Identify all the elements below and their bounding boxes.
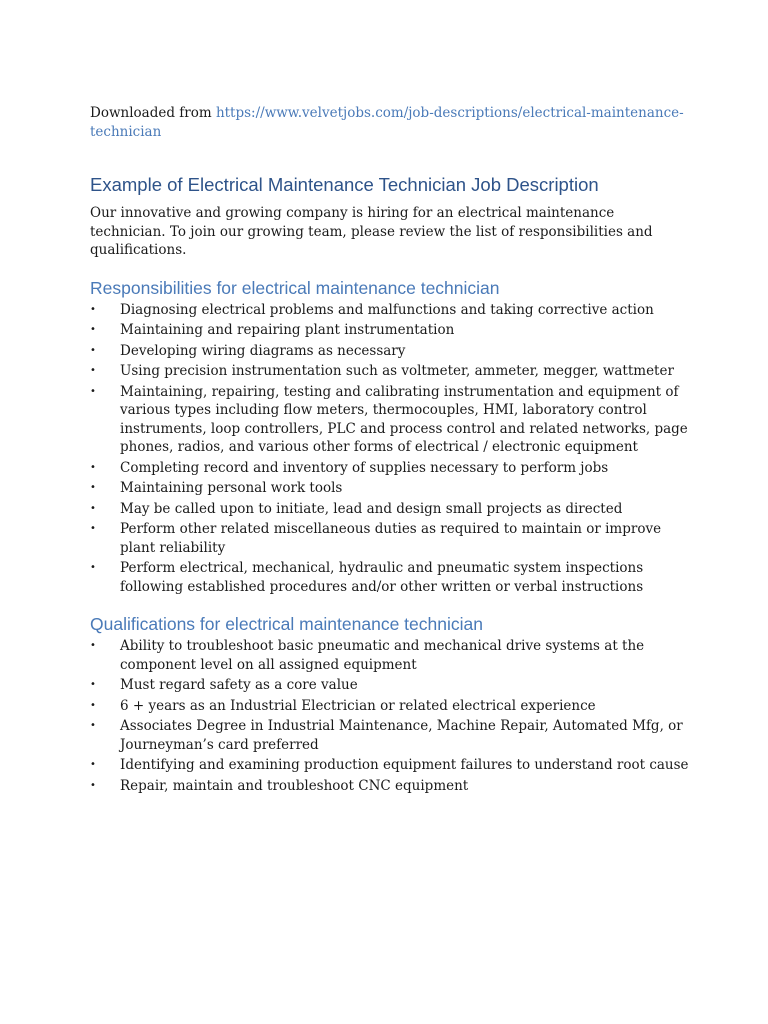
list-item-text: Maintaining personal work tools	[120, 480, 343, 496]
document-title: Example of Electrical Maintenance Technician Job Description	[90, 174, 599, 195]
list-item-text: May be called upon to initiate, lead and design small projects as directed	[120, 500, 623, 517]
list-item-text: Perform other related miscellaneous duties as required to maintain or improve plant reliability	[120, 521, 662, 556]
list-item-text: Developing wiring diagrams as necessary	[120, 342, 406, 359]
list-item	[90, 777, 690, 796]
list-item	[90, 342, 690, 361]
bullet-icon: •	[90, 679, 96, 690]
responsibilities-list	[90, 301, 690, 597]
intro-paragraph: Our innovative and growing company is hiring for an electrical maintenance technician. To join our growing team, please review the list of responsibilities and qualifications.	[90, 205, 653, 258]
bullet-icon: •	[90, 562, 96, 573]
list-item-text: 6 + years as an Industrial Electrician or related electrical experience	[120, 697, 596, 714]
list-item-text: Ability to troubleshoot basic pneumatic and mechanical drive systems at the component level on all assigned equipment	[120, 638, 645, 673]
bullet-icon: •	[90, 344, 96, 356]
bullet-icon: •	[90, 699, 96, 711]
list-item	[90, 676, 690, 695]
list-item	[90, 362, 690, 381]
document-page	[90, 104, 690, 797]
bullet-icon: •	[90, 779, 96, 791]
bullet-icon: •	[90, 461, 96, 473]
list-item-text: Maintaining and repairing plant instrumentation	[120, 322, 455, 338]
list-item	[90, 479, 690, 498]
list-item	[90, 459, 690, 478]
bullet-icon: •	[90, 365, 96, 376]
bullet-icon: •	[90, 385, 96, 397]
qualifications-heading: Qualifications for electrical maintenance technician	[90, 614, 483, 634]
list-item	[90, 697, 690, 716]
bullet-icon: •	[90, 720, 96, 731]
bullet-icon: •	[90, 482, 96, 493]
bullet-icon: •	[90, 502, 96, 514]
list-item	[90, 520, 690, 557]
list-item	[90, 321, 690, 340]
downloaded-from-label: Downloaded from	[90, 105, 216, 121]
bullet-icon: •	[90, 640, 96, 651]
list-item-text: Perform electrical, mechanical, hydraulic and pneumatic system inspections following established procedures and/or other written or verbal instructions	[120, 560, 644, 595]
list-item	[90, 500, 690, 519]
source-link[interactable]: https://www.velvetjobs.com/job-descriptions/electrical-maintenance-technician	[90, 105, 684, 140]
qualifications-list	[90, 637, 690, 795]
list-item-text: Identifying and examining production equipment failures to understand root cause	[120, 757, 689, 773]
bullet-icon: •	[90, 303, 96, 315]
list-item-text: Must regard safety as a core value	[120, 677, 358, 693]
list-item-text: Associates Degree in Industrial Maintenance, Machine Repair, Automated Mfg, or Journeyman’s card preferred	[120, 718, 683, 753]
bullet-icon: •	[90, 759, 96, 770]
bullet-icon: •	[90, 324, 96, 335]
bullet-icon: •	[90, 523, 96, 534]
list-item-text: Using precision instrumentation such as voltmeter, ammeter, megger, wattmeter	[120, 363, 674, 379]
download-source-line	[90, 104, 690, 142]
list-item	[90, 383, 690, 457]
list-item	[90, 559, 690, 596]
list-item-text: Completing record and inventory of supplies necessary to perform jobs	[120, 459, 609, 476]
list-item	[90, 717, 690, 754]
list-item-text: Repair, maintain and troubleshoot CNC equipment	[120, 777, 469, 794]
list-item	[90, 301, 690, 320]
responsibilities-heading: Responsibilities for electrical maintenance technician	[90, 277, 500, 298]
list-item-text: Maintaining, repairing, testing and calibrating instrumentation and equipment of various types including flow meters, thermocouples, HMI, laboratory control instruments, loop controllers, PLC and process control and related networks, page phones, radios, and various other forms of electrical / electronic equipment	[120, 383, 688, 455]
list-item-text: Diagnosing electrical problems and malfunctions and taking corrective action	[120, 301, 654, 318]
list-item	[90, 756, 690, 775]
list-item	[90, 637, 690, 674]
